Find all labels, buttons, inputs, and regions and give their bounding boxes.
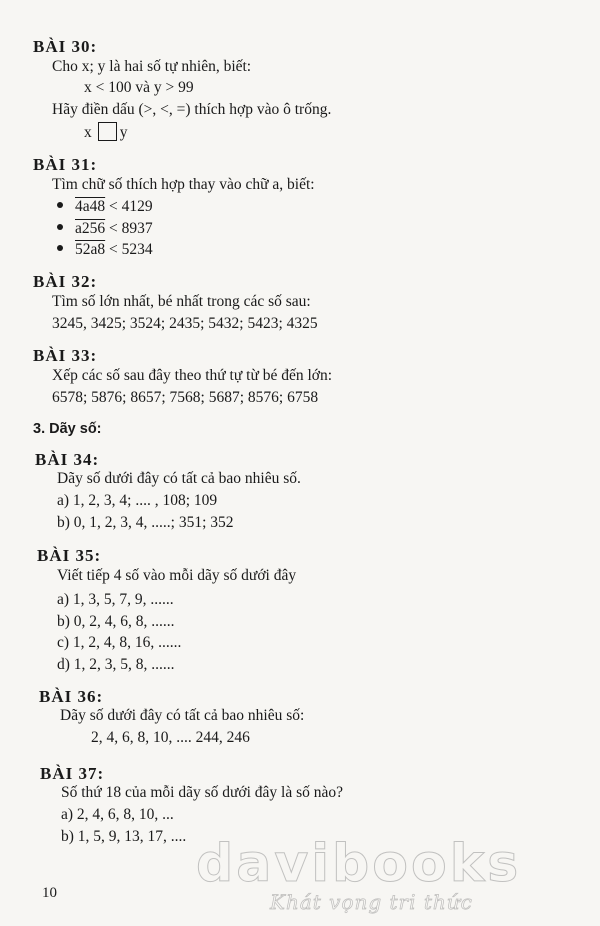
exercise-37-line-1: Số thứ 18 của mỗi dãy số dưới đây là số nào? [61,784,343,801]
exercise-36-title: BÀI 36: [39,687,104,706]
exercise-34-a: a) 1, 2, 3, 4; .... , 108; 109 [57,492,218,509]
exercise-30-line-1: Cho x; y là hai số tự nhiên, biết: [52,58,252,75]
exercise-35-c: c) 1, 2, 4, 8, 16, ...... [57,634,182,651]
exercise-35-b: b) 0, 2, 4, 6, 8, ...... [57,613,175,630]
overlined-number: 4a48 [75,198,106,215]
watermark-logo: davibooks [196,834,522,894]
overlined-number: a256 [75,220,106,237]
exercise-37-a: a) 2, 4, 6, 8, 10, ... [61,806,174,823]
exercise-30-line-3: Hãy điền dấu (>, <, =) thích hợp vào ô trống. [52,101,332,118]
watermark-tagline: Khát vọng tri thức [270,890,473,914]
exercise-31-title: BÀI 31: [33,155,98,174]
exercise-35-title: BÀI 35: [37,546,102,565]
exercise-31-line-1: Tìm chữ số thích hợp thay vào chữ a, biết: [52,176,315,193]
bullet-icon [57,202,63,208]
overlined-number: 52a8 [75,241,106,258]
exercise-34-line-1: Dãy số dưới đây có tất cả bao nhiêu số. [57,470,301,487]
answer-box [98,122,117,141]
page-number: 10 [42,885,57,901]
exercise-32-line-1: Tìm số lớn nhất, bé nhất trong các số sau: [52,293,311,310]
exercise-30-title: BÀI 30: [33,37,98,56]
exercise-31-item: 4a48 < 4129 [57,198,153,216]
var-x: x [84,124,92,141]
exercise-32-numbers: 3245, 3425; 3524; 2435; 5432; 5423; 4325 [52,315,318,332]
exercise-30-comparison [84,122,128,142]
section-heading: 3. Dãy số: [33,421,102,437]
bullet-icon [57,224,63,230]
exercise-33-numbers: 6578; 5876; 8657; 7568; 5687; 8576; 6758 [52,389,319,406]
exercise-31-item: a256 < 8937 [57,220,153,238]
exercise-34-b: b) 0, 1, 2, 3, 4, .....; 351; 352 [57,514,234,531]
exercise-34-title: BÀI 34: [35,450,100,469]
exercise-37-title: BÀI 37: [40,764,105,783]
exercise-35-line-1: Viết tiếp 4 số vào mỗi dãy số dưới đây [57,567,297,584]
var-y: y [119,124,128,141]
exercise-33-title: BÀI 33: [33,346,98,365]
bullet-icon [57,245,63,251]
exercise-37-b: b) 1, 5, 9, 13, 17, .... [61,828,187,845]
exercise-35-d: d) 1, 2, 3, 5, 8, ...... [57,656,175,673]
exercise-30-line-2: x < 100 và y > 99 [84,79,194,96]
exercise-35-a: a) 1, 3, 5, 7, 9, ...... [57,591,174,608]
exercise-36-line-1: Dãy số dưới đây có tất cả bao nhiêu số: [60,707,305,724]
exercise-36-sequence: 2, 4, 6, 8, 10, .... 244, 246 [91,729,250,746]
exercise-33-line-1: Xếp các số sau đây theo thứ tự từ bé đến lớn: [52,367,333,384]
exercise-31-item: 52a8 < 5234 [57,241,153,259]
exercise-32-title: BÀI 32: [33,272,98,291]
